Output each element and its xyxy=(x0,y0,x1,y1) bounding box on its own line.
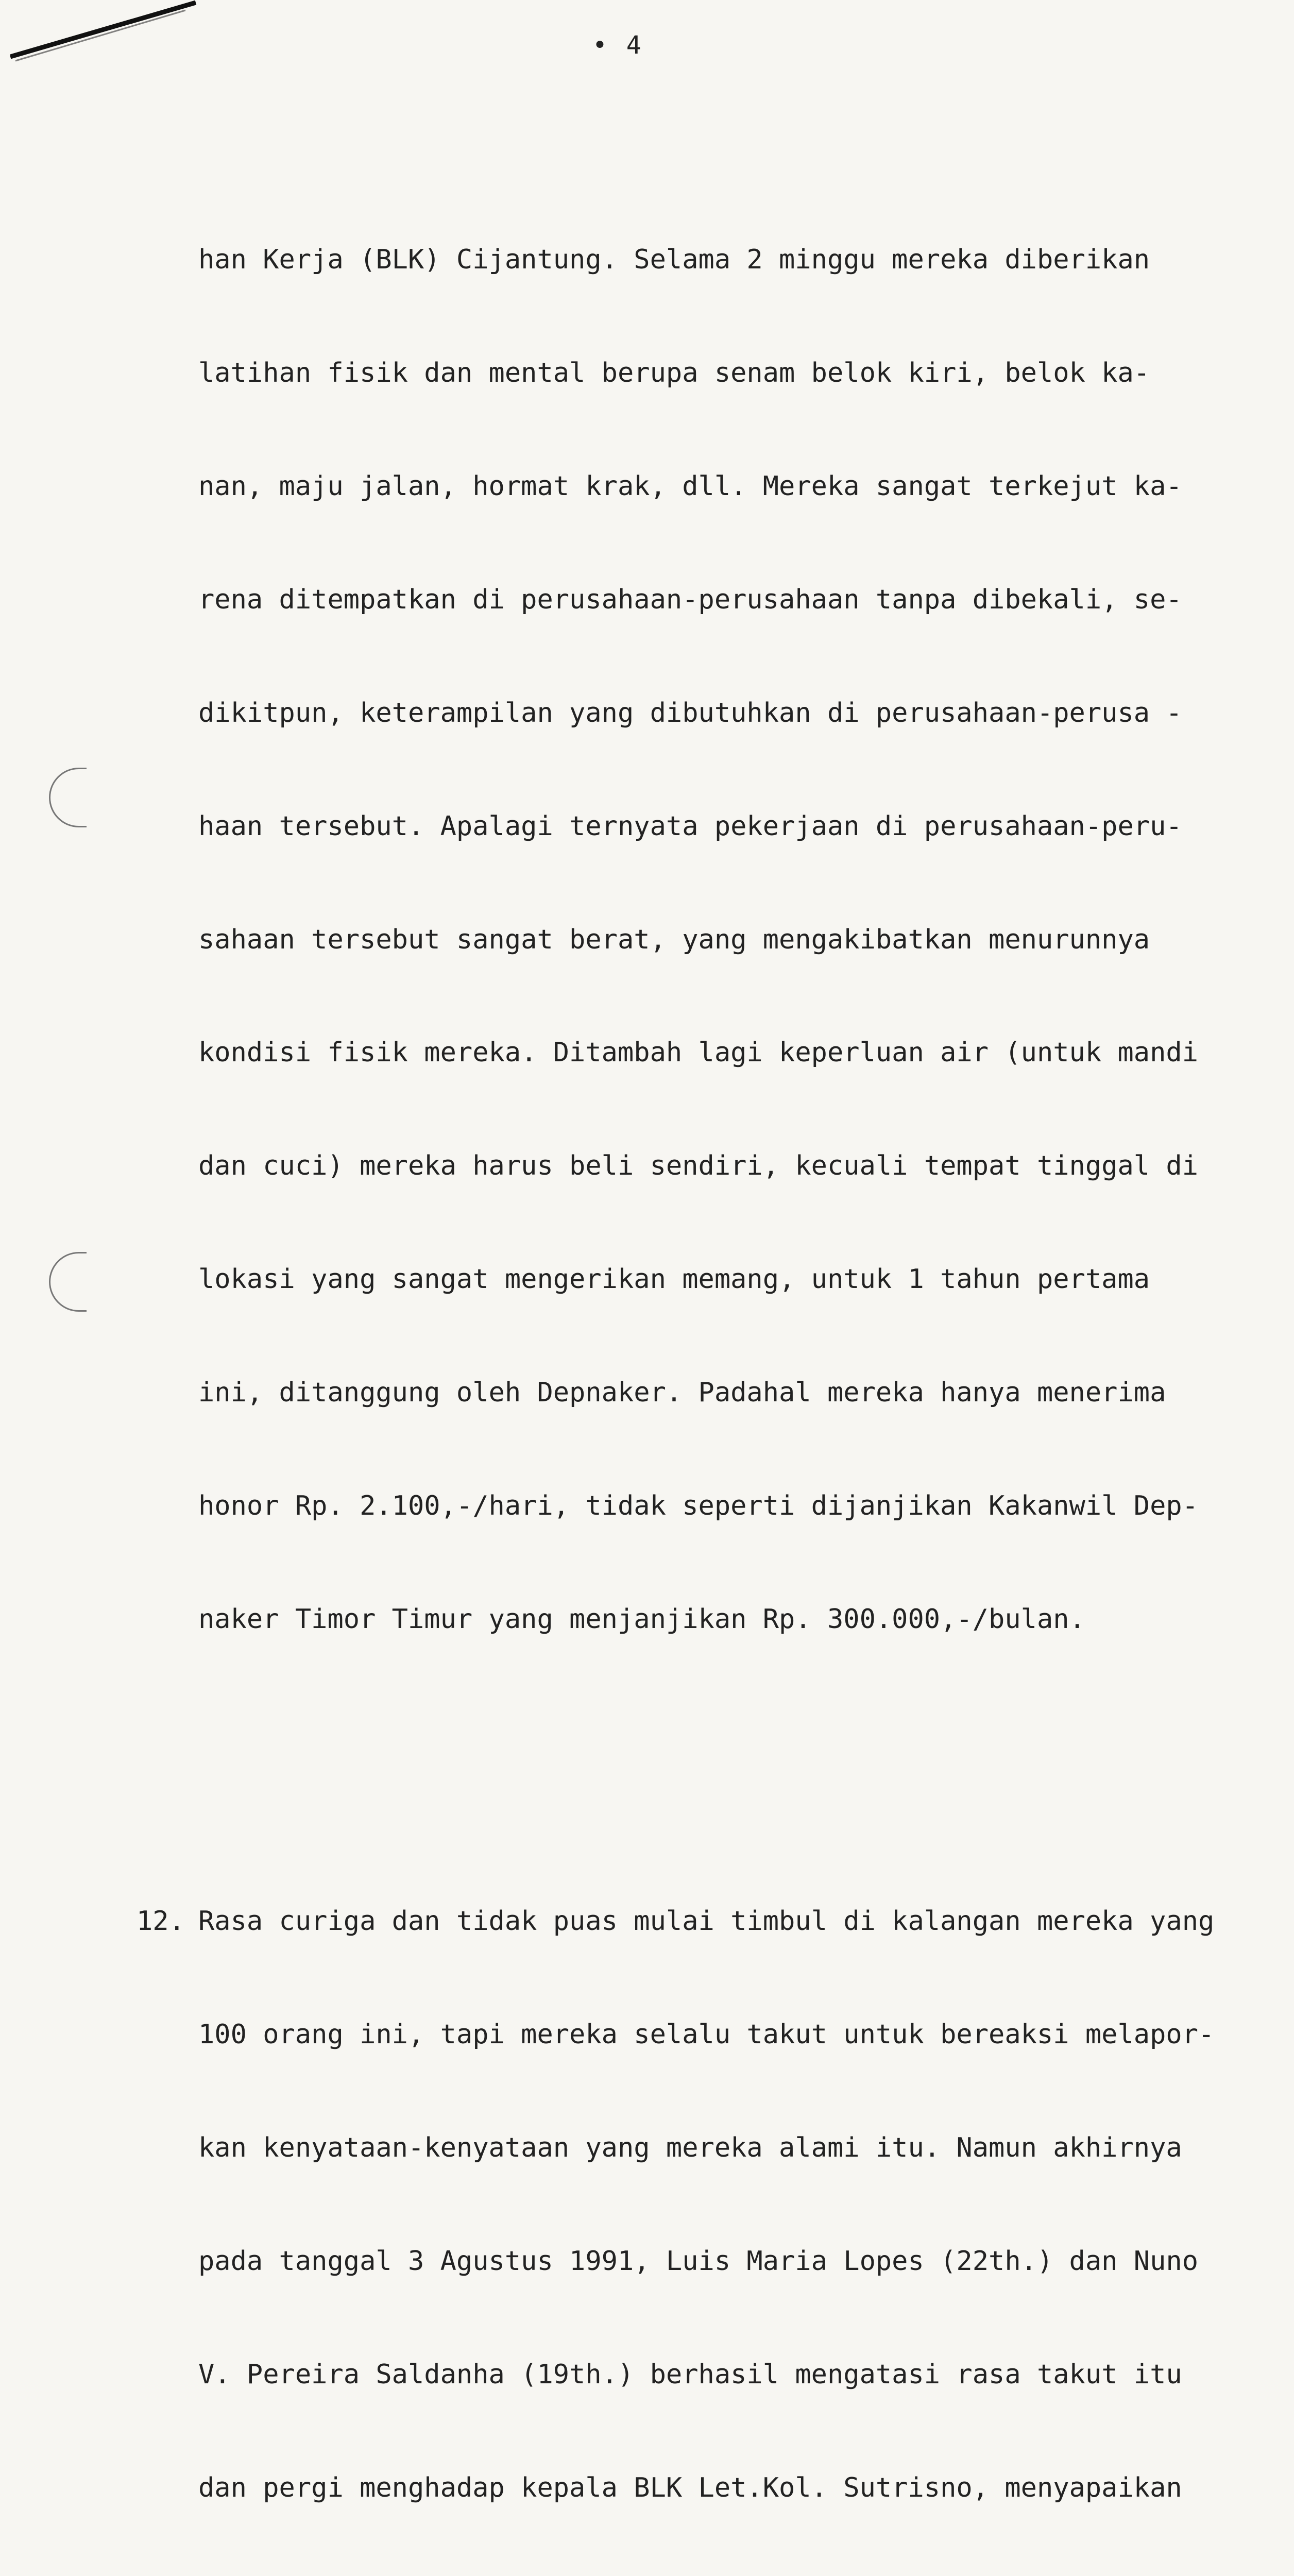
text-line: kan kenyataan-kenyataan yang mereka alami itu. Namun akhirnya xyxy=(198,2132,1182,2164)
text-line: dikitpun, keterampilan yang dibutuhkan di perusahaan-perusa - xyxy=(198,697,1182,728)
punch-hole-mark xyxy=(49,768,87,827)
text-line: kondisi fisik mereka. Ditambah lagi keperluan air (untuk mandi xyxy=(198,1037,1199,1069)
text-line: 12. Rasa curiga dan tidak puas mulai timbul di kalangan mereka yang xyxy=(198,1903,1203,1940)
text-line: ini, ditanggung oleh Depnaker. Padahal mereka hanya menerima xyxy=(198,1377,1166,1409)
text-line: lokasi yang sangat mengerikan memang, untuk 1 tahun pertama xyxy=(198,1264,1150,1295)
text-line: nan, maju jalan, hormat krak, dll. Mereka sangat terkejut ka- xyxy=(198,470,1182,502)
text-line: pada tanggal 3 Agustus 1991, Luis Maria Lopes (22th.) dan Nuno xyxy=(198,2245,1199,2277)
text-line: dan cuci) mereka harus beli sendiri, kecuali tempat tinggal di xyxy=(198,1150,1199,1182)
page-number: • 4 xyxy=(592,31,643,60)
body-text xyxy=(137,90,1215,2576)
paragraph-number: 12. xyxy=(137,1906,185,1937)
text-line: haan tersebut. Apalagi ternyata pekerjaan di perusahaan-peru- xyxy=(198,810,1182,842)
text-line: dan pergi menghadap kepala BLK Let.Kol. Sutrisno, menyapaikan xyxy=(198,2472,1182,2503)
paragraph-12 xyxy=(137,1827,1215,2576)
text-line: rena ditempatkan di perusahaan-perusahaan tanpa dibekali, se- xyxy=(198,584,1182,615)
text-line: 100 orang ini, tapi mereka selalu takut untuk bereaksi melapor- xyxy=(198,2019,1215,2050)
punch-hole-mark xyxy=(49,1252,87,1312)
scan-artifact-stroke xyxy=(10,0,206,62)
text-line: han Kerja (BLK) Cijantung. Selama 2 minggu mereka diberikan xyxy=(198,244,1150,276)
intro-paragraph xyxy=(198,166,1203,1714)
text-line: sahaan tersebut sangat berat, yang mengakibatkan menurunnya xyxy=(198,924,1150,955)
text-line: latihan fisik dan mental berupa senam belok kiri, belok ka- xyxy=(198,358,1150,389)
text-line: honor Rp. 2.100,-/hari, tidak seperti dijanjikan Kakanwil Dep- xyxy=(198,1490,1199,1521)
text-line: naker Timor Timur yang menjanjikan Rp. 300.000,-/bulan. xyxy=(198,1603,1085,1635)
text-line: V. Pereira Saldanha (19th.) berhasil mengatasi rasa takut itu xyxy=(198,2359,1182,2390)
